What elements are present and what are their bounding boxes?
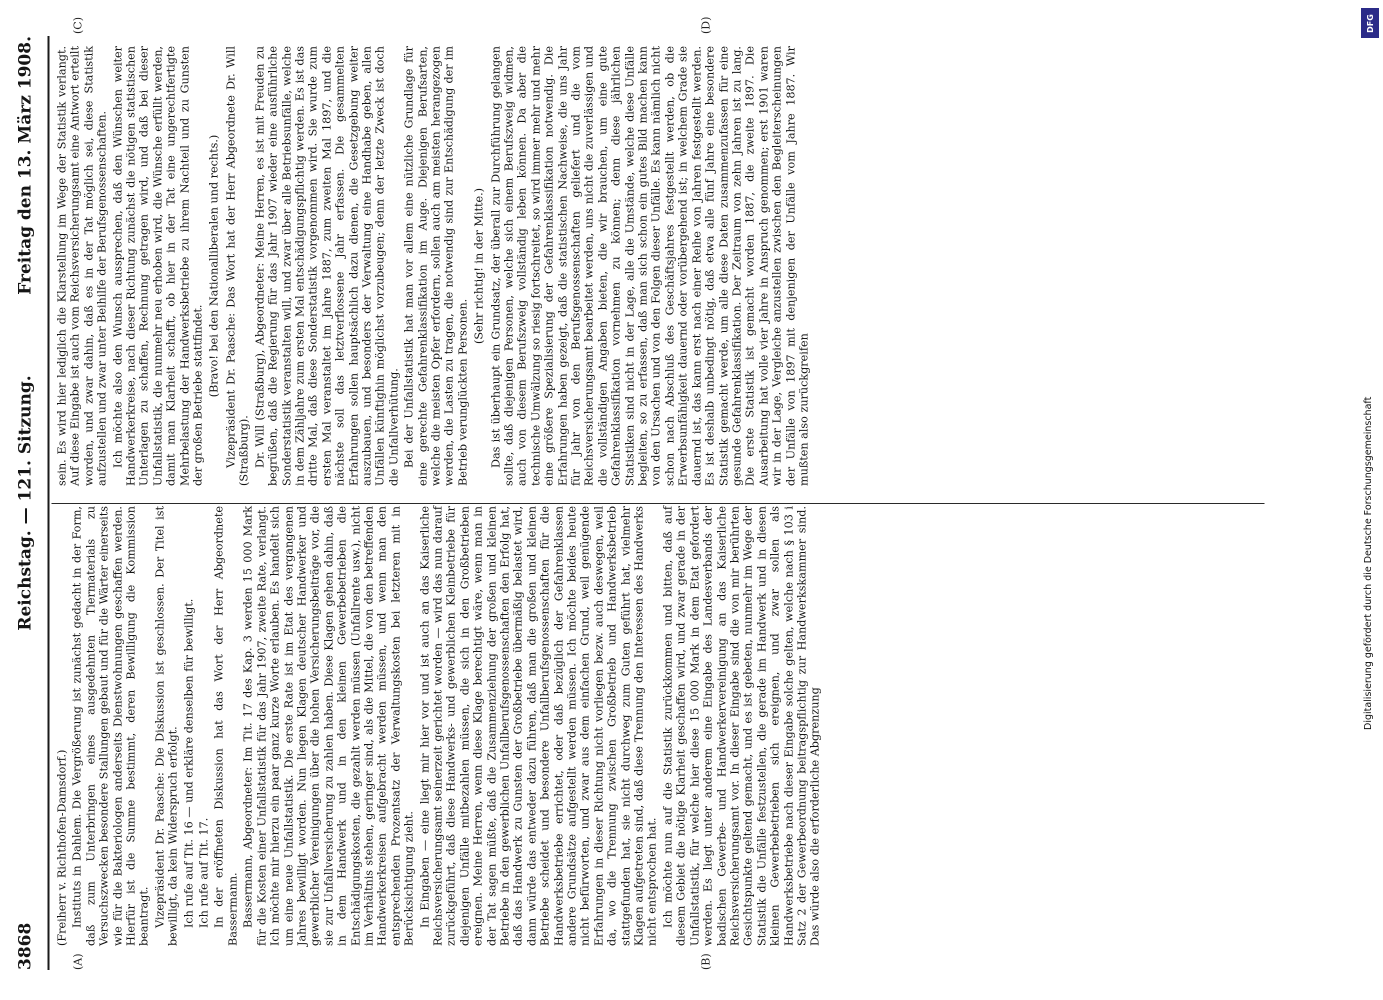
header-rule [48, 36, 50, 970]
paragraph: Bassermann, Abgeordneter: Im Tit. 17 des Kap. 3 werden 15 000 Mark für die Kosten einer Unfallstatistik für das Jahr 1907, zweite Rate, verlangt. Ich möchte mir hierzu ein paar ganz kurze Worte erlauben. Es handelt sich um eine neue Unfallstatistik. Die erste Rate ist im Etat des vergangenen Jahres bewilligt worden. Nun liegen Klagen deutscher Handwerker und gewerblicher Vereinigungen über die hohen Versicherungsbeiträge vor, die sie zur Unfallversicherung zu zahlen haben. Diese Klagen gehen dahin, daß in dem Handwerk und in den kleinen Gewerbebetrieben die Entschädigungskosten, die gezahlt werden müssen (Unfallrente usw.), nicht im Verhältnis stehen, geringer sind, als die Mittel, die von den betreffenden Handwerkerkreisen aufgebracht werden müssen, und wenn man den entsprechenden Prozentsatz der Verwaltungskosten bei letzteren mit in Berücksichtigung zieht. [241, 506, 416, 946]
speaker-header: (Freiherr v. Richthofen-Damsdorf.) [55, 749, 69, 946]
margin-letter-d: (D) [699, 16, 713, 34]
paragraph: Ich rufe auf Tit. 17. [197, 817, 211, 928]
column-divider [52, 503, 1265, 504]
left-text-column [56, 506, 825, 946]
paragraph: In Eingaben — eine liegt mir hier vor und ist auch an das Kaiserliche Reichsversicherungsamt seinerzeit gerichtet worden — wird das nun darauf zurückgeführt, daß diese Handwerks- und gewerblichen Kleinbetriebe für diejenigen Unfälle mitbezahlen müssen, die sich in den Großbetrieben ereignen. Meine Herren, wenn diese Klage berechtigt wäre, wenn man in der Tat sagen müßte, daß die Zusammenziehung der großen und kleinen Betriebe in den gewerblichen Unfallberufsgenossenschaften den Erfolg hat, daß das Handwerk zu Gunsten der Großbetriebe übermäßig belastet wird, dann würde das entweder dazu führen, daß man die großen und kleinen Betriebe scheidet und besondere Unfallberufsgenossenschaften für die Handwerksbetriebe errichtet, oder daß bezüglich der Gefahrenklassen andere Grundsätze aufgestellt werden müssen. Ich möchte beides heute nicht befürworten, und zwar aus dem einfachen Grund, weil genügende Erfahrungen in dieser Richtung nicht vorliegen bezw. auch deswegen, weil da, wo die Trennung zwischen Großbetrieb und Handwerksbetrieb stattgefunden hat, sie nicht durchweg zum Guten geführt hat, vielmehr Klagen aufgetreten sind, daß diese Trennung den Interessen des Handwerks nicht entsprochen hat. [418, 506, 659, 946]
applause-note: (Sehr richtig! in der Mitte.) [472, 187, 486, 345]
paragraph: Bei der Unfallstatistik hat man vor allem eine nützliche Grundlage für eine gerechte Gefahrenklassifikation im Auge. Diejenigen Berufsarten, welche die meisten Opfer erfordern, sollen auch am meisten herangezogen werden, die Lasten zu tragen, die notwendig sind zur Entschädigung der im Betrieb verunglückten Personen. [402, 46, 470, 486]
paragraph: Vizepräsident Dr. Paasche: Die Diskussion ist geschlossen. Der Titel ist bewilligt, da kein Widerspruch erfolgt. [153, 506, 180, 946]
paragraph: sein. Es wird hier lediglich die Klarstellung im Wege der Statistik verlangt. Auf diese Eingabe ist auch vom Reichsversicherungsamt eine Antwort erteilt worden, und zwar dahin, daß es in der Tat möglich sei, diese Statistik aufzustellen und zwar unter Beihilfe der Berufsgenossenschaften. [55, 46, 109, 486]
session-title: Reichstag. — 121. Sitzung. [15, 375, 36, 631]
paragraph: Instituts in Dahlem. Die Vergrößerung ist zunächst gedacht in der Form, daß zum Unterbringen eines ausgedehnten Tiermaterials zu Versuchszwecken besondere Stallungen gebaut und für die Wärter einerseits wie für die Bakteriologen anderseits Dienstwohnungen geschaffen werden. Hierfür ist die Summe bestimmt, deren Bewilligung die Kommission beantragt. [70, 506, 151, 946]
page-header [8, 36, 48, 970]
margin-letter-a: (A) [71, 953, 85, 970]
paragraph: Vizepräsident Dr. Paasche: Das Wort hat der Herr Abgeordnete Dr. Will (Straßburg). [224, 46, 251, 486]
paragraph: Dr. Will (Straßburg), Abgeordneter: Meine Herren, es ist mit Freuden zu begrüßen, daß die Regierung für das Jahr 1907 wieder eine ausführliche Sonderstatistik veranstalten will, und zwar über alle Betriebsunfälle, welche in dem Zähljahre zum ersten Mal entschädigungspflichtig werden. Es ist das dritte Mal, daß diese Sonderstatistik vorgenommen wird. Sie wurde zum ersten Mal veranstaltet im Jahre 1887, zum zweiten Mal 1897, und die nächste soll das letztverflossene Jahr erfassen. Die gesammelten Erfahrungen sollen hauptsächlich dazu dienen, die Gesetzgebung weiter auszubauen, und besonders der Verwaltung eine Handhabe geben, allen Unfällen künftighin möglichst vorzubeugen; denn der letzte Zweck ist doch die Unfallverhütung. [253, 46, 401, 486]
paragraph: In der eröffneten Diskussion hat das Wort der Herr Abgeordnete Bassermann. [212, 506, 240, 946]
page-number: 3868 [15, 922, 36, 970]
margin-letter-c: (C) [71, 17, 85, 34]
dfg-logo-icon: DFG [1361, 8, 1379, 38]
paragraph: Das ist überhaupt ein Grundsatz, der überall zur Durchführung gelangen sollte, daß diejenigen Personen, welche sich einem Berufszweig widmen, auch von diesem Berufszweig vollständig leben können. Da aber die technische Umwälzung so riesig fortschreitet, so wird immer mehr und mehr eine größere Spezialisierung der Gefahrenklassifikation notwendig. Die Erfahrungen haben gezeigt, daß die statistischen Nachweise, die uns Jahr für Jahr von den Berufsgenossenschaften geliefert und die vom Reichsversicherungsamt bearbeitet werden, uns nicht die zuverlässigen und die vollständigen Angaben bieten, die wir brauchen, um eine gute Gefahrenklassifikation vornehmen zu können; denn diese jährlichen Statistiken sind nicht in der Lage, alle die Umstände, welche diese Unfälle begleiten, so zu erfassen, daß man sich schon ein gutes Bild machen kann von den Ursachen und von den Folgen dieser Unfälle. Es kann nämlich nicht schon nach Abschluß des Geschäftsjahres festgestellt werden, ob die Erwerbsunfähigkeit dauernd oder vorübergehend ist; in welchem Grade sie dauernd ist, das kann erst nach einer Reihe von Jahren festgestellt werden. Es ist deshalb unbedingt nötig, daß etwa alle fünf Jahre eine besondere Statistik gemacht werde, um alle diese Daten zusammenzufassen für eine gesunde Gefahrenklassifikation. Der Zeitraum von zehn Jahren ist zu lang. Die erste Statistik ist gemacht worden 1887, die zweite 1897. Die Ausarbeitung hat volle vier Jahre in Anspruch genommen; erst 1901 waren wir in der Lage, Vergleiche anzustellen zwischen den Begleiterscheinungen der Unfälle von 1897 mit denjenigen der Unfälle vom Jahre 1887. Wir mußten also zurückgreifen [489, 46, 811, 486]
margin-letter-b: (B) [699, 953, 713, 970]
paragraph: Ich rufe auf Tit. 16 — und erkläre denselben für bewilligt. [182, 598, 196, 928]
paragraph: Ich möchte also den Wunsch aussprechen, daß den Wünschen weiter Handwerkerkreise, nach dieser Richtung zunächst die nötigen statistischen Unterlagen zu schaffen, Rechnung getragen wird, und daß bei dieser Unfallstatistik, die nunmehr neu erhoben wird, die Wünsche erfüllt werden, damit man Klarheit schafft, ob hier in der Tat eine ungerechtfertigte Mehrbelastung der Handwerksbetriebe zu ihrem Nachteil und zu Gunsten der großen Betriebe stattfindet. [111, 46, 205, 486]
session-date: Freitag den 13. März 1908. [15, 36, 36, 295]
digitization-credit-strip [1359, 0, 1383, 1000]
right-text-column [56, 46, 813, 486]
applause-note: (Bravo! bei den Nationalliberalen und rechts.) [207, 134, 221, 398]
dfg-credit-text: Digitalisierung gefördert durch die Deutsche Forschungsgemeinschaft [1363, 396, 1374, 730]
paragraph: Ich möchte nun auf die Statistik zurückkommen und bitten, daß auf diesem Gebiet die nötige Klarheit geschaffen wird, und zwar gerade in der Unfallstatistik, für welche hier diese 15 000 Mark in dem Etat gefordert werden. Es liegt unter anderem eine Eingabe des Landesverbands der badischen Gewerbe- und Handwerkervereinigung an das Kaiserliche Reichsversicherungsamt vor. In dieser Eingabe sind die von mir berührten Gesichtspunkte geltend gemacht, und es ist gebeten, nunmehr im Wege der Statistik die Unfälle festzustellen, die gerade im Handwerk und in diesen kleinen Gewerbebetrieben sich ereignen, und zwar sollen als Handwerksbetriebe nach dieser Eingabe solche gelten, welche nach § 103 i Satz 2 der Gewerbeordnung beitragspflichtig zur Handwerkskammer sind. Das würde also die erforderliche Abgrenzung [661, 506, 822, 946]
